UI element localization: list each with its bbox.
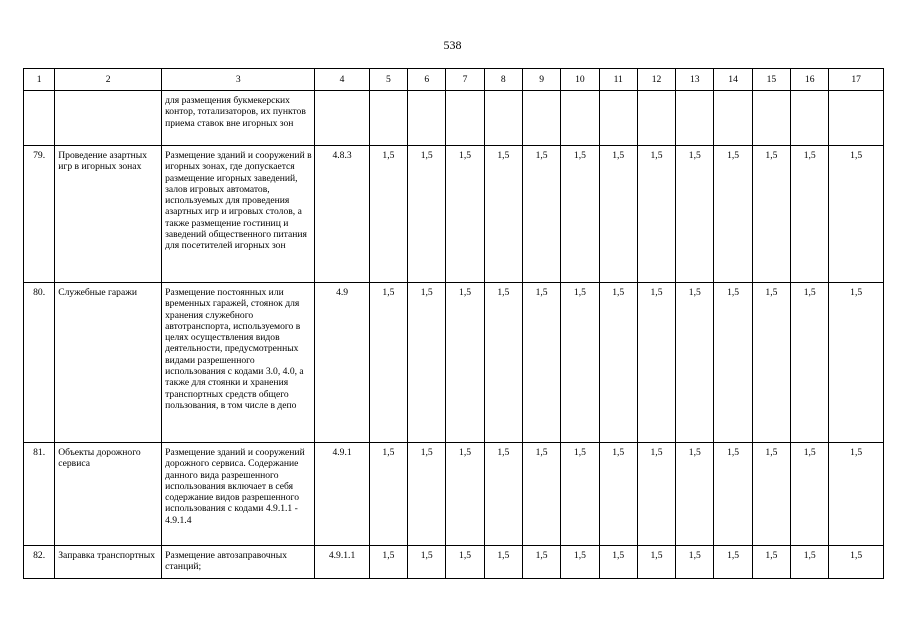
coefficient-cell — [369, 91, 407, 146]
coefficient-cell: 1,5 — [829, 146, 884, 283]
coefficient-cell: 1,5 — [791, 443, 829, 546]
coefficient-cell: 1,5 — [369, 283, 407, 443]
row-number: 81. — [24, 443, 55, 546]
column-number: 10 — [561, 69, 599, 91]
coefficient-cell: 1,5 — [599, 146, 637, 283]
coefficient-cell: 1,5 — [714, 146, 752, 283]
table-row — [24, 283, 884, 443]
coefficient-cell — [561, 91, 599, 146]
row-number: 82. — [24, 546, 55, 579]
coefficient-cell: 1,5 — [446, 146, 484, 283]
use-type-name — [55, 91, 162, 146]
use-type-name: Заправка транспортных — [55, 546, 162, 579]
use-type-name: Служебные гаражи — [55, 283, 162, 443]
coefficient-cell — [522, 91, 560, 146]
column-number: 7 — [446, 69, 484, 91]
column-number: 8 — [484, 69, 522, 91]
column-number: 16 — [791, 69, 829, 91]
row-number: 80. — [24, 283, 55, 443]
coefficient-cell: 1,5 — [561, 546, 599, 579]
table-row — [24, 146, 884, 283]
column-number: 6 — [408, 69, 446, 91]
coefficient-cell: 1,5 — [752, 146, 790, 283]
column-number: 13 — [676, 69, 714, 91]
coefficient-cell: 1,5 — [752, 443, 790, 546]
use-type-description: Размещение постоянных или временных гаражей, стоянок для хранения служебного автотранспорта, используемого в целях осуществления видов деятельности, предусмотренных видами разрешенного использования с кодами 3.0, 4.0, а также для стоянки и хранения транспортных средств общего пользования, в том числе в депо — [162, 283, 315, 443]
coefficient-cell: 1,5 — [522, 443, 560, 546]
coefficient-cell: 1,5 — [484, 443, 522, 546]
coefficient-cell: 1,5 — [829, 443, 884, 546]
coefficient-cell: 1,5 — [676, 443, 714, 546]
coefficient-cell: 1,5 — [714, 283, 752, 443]
coefficient-cell: 1,5 — [599, 546, 637, 579]
coefficient-cell: 1,5 — [752, 283, 790, 443]
row-number: 79. — [24, 146, 55, 283]
coefficient-cell: 1,5 — [791, 283, 829, 443]
coefficient-cell — [484, 91, 522, 146]
coefficient-cell: 1,5 — [561, 146, 599, 283]
row-number — [24, 91, 55, 146]
coefficient-cell: 1,5 — [522, 146, 560, 283]
coefficient-cell: 1,5 — [676, 146, 714, 283]
coefficient-cell: 1,5 — [408, 443, 446, 546]
column-number: 11 — [599, 69, 637, 91]
coefficient-cell — [637, 91, 675, 146]
coefficient-cell: 1,5 — [522, 283, 560, 443]
use-type-code: 4.8.3 — [315, 146, 369, 283]
coefficient-cell — [714, 91, 752, 146]
coefficient-cell: 1,5 — [369, 546, 407, 579]
use-type-name: Проведение азартных игр в игорных зонах — [55, 146, 162, 283]
page-number: 538 — [443, 38, 462, 52]
coefficient-cell: 1,5 — [408, 283, 446, 443]
use-type-name: Объекты дорожного сервиса — [55, 443, 162, 546]
coefficient-cell: 1,5 — [829, 283, 884, 443]
coefficient-cell: 1,5 — [752, 546, 790, 579]
column-number: 14 — [714, 69, 752, 91]
coefficient-cell: 1,5 — [829, 546, 884, 579]
coefficient-cell: 1,5 — [637, 443, 675, 546]
column-number: 5 — [369, 69, 407, 91]
column-number: 1 — [24, 69, 55, 91]
coefficient-cell — [599, 91, 637, 146]
coefficient-cell: 1,5 — [637, 283, 675, 443]
zoning-table — [23, 68, 884, 579]
column-number: 12 — [637, 69, 675, 91]
table-row — [24, 443, 884, 546]
column-number: 4 — [315, 69, 369, 91]
coefficient-cell: 1,5 — [446, 546, 484, 579]
coefficient-cell: 1,5 — [484, 546, 522, 579]
coefficient-cell: 1,5 — [408, 146, 446, 283]
use-type-code: 4.9.1 — [315, 443, 369, 546]
coefficient-cell — [676, 91, 714, 146]
table-row — [24, 91, 884, 146]
coefficient-cell: 1,5 — [637, 146, 675, 283]
coefficient-cell — [791, 91, 829, 146]
coefficient-cell: 1,5 — [791, 146, 829, 283]
coefficient-cell: 1,5 — [446, 443, 484, 546]
coefficient-cell: 1,5 — [676, 283, 714, 443]
coefficient-cell: 1,5 — [369, 146, 407, 283]
column-number: 2 — [55, 69, 162, 91]
coefficient-cell: 1,5 — [637, 546, 675, 579]
coefficient-cell: 1,5 — [714, 546, 752, 579]
use-type-description: Размещение зданий и сооружений в игорных зонах, где допускается размещение игорных заведений, залов игровых автоматов, используемых для проведения азартных игр и игровых столов, а также размещение гостиниц и заведений общественного питания для посетителей игорных зон — [162, 146, 315, 283]
coefficient-cell: 1,5 — [599, 283, 637, 443]
coefficient-cell: 1,5 — [791, 546, 829, 579]
coefficient-cell: 1,5 — [714, 443, 752, 546]
coefficient-cell: 1,5 — [446, 283, 484, 443]
coefficient-cell: 1,5 — [522, 546, 560, 579]
coefficient-cell: 1,5 — [408, 546, 446, 579]
coefficient-cell: 1,5 — [369, 443, 407, 546]
coefficient-cell — [408, 91, 446, 146]
use-type-description: Размещение автозаправочных станций; — [162, 546, 315, 579]
coefficient-cell: 1,5 — [484, 146, 522, 283]
coefficient-cell: 1,5 — [599, 443, 637, 546]
coefficient-cell — [752, 91, 790, 146]
column-number: 3 — [162, 69, 315, 91]
coefficient-cell — [829, 91, 884, 146]
coefficient-cell: 1,5 — [561, 283, 599, 443]
column-number: 17 — [829, 69, 884, 91]
use-type-description: для размещения букмекерских контор, тотализаторов, их пунктов приема ставок вне игорных зон — [162, 91, 315, 146]
use-type-code — [315, 91, 369, 146]
coefficient-cell — [446, 91, 484, 146]
coefficient-cell: 1,5 — [484, 283, 522, 443]
table-row — [24, 546, 884, 579]
column-number: 15 — [752, 69, 790, 91]
column-number-row — [24, 69, 884, 91]
column-number: 9 — [522, 69, 560, 91]
use-type-code: 4.9.1.1 — [315, 546, 369, 579]
use-type-code: 4.9 — [315, 283, 369, 443]
use-type-description: Размещение зданий и сооружений дорожного сервиса. Содержание данного вида разрешенного использования включает в себя содержание видов разрешенного использования с кодами 4.9.1.1 - 4.9.1.4 — [162, 443, 315, 546]
coefficient-cell: 1,5 — [561, 443, 599, 546]
coefficient-cell: 1,5 — [676, 546, 714, 579]
